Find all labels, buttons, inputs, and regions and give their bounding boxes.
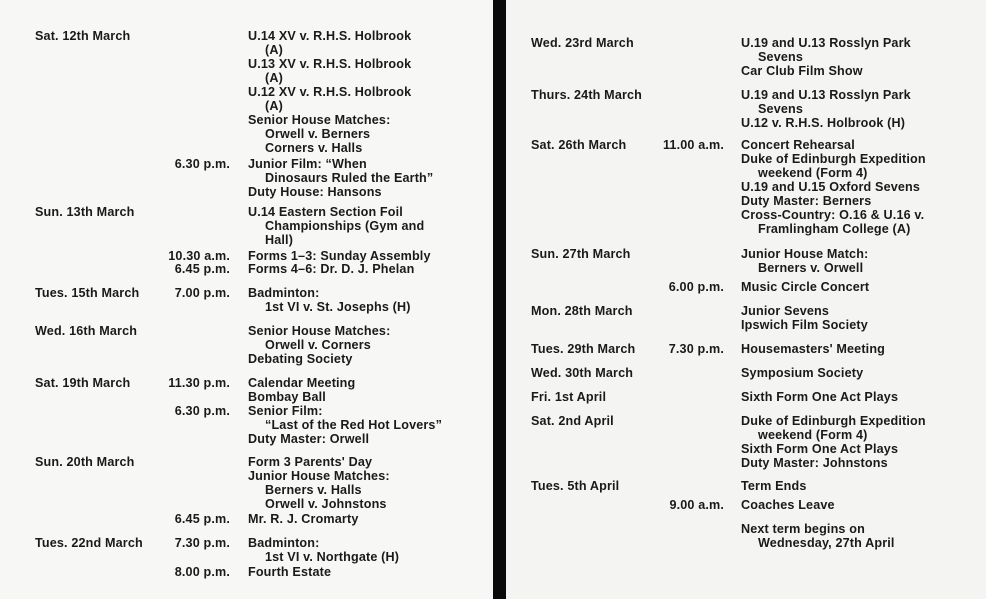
entry-events: [248, 29, 411, 155]
event-line: Junior Film: “When: [248, 157, 367, 171]
entry-events: [248, 536, 399, 564]
entry-date: Sat. 26th March: [531, 138, 627, 152]
entry-time: 10.30 a.m.: [168, 249, 230, 263]
event-line: Senior House Matches:: [248, 113, 391, 127]
right-page: [506, 0, 986, 599]
entry-events: [741, 414, 926, 470]
event-line: U.14 XV v. R.H.S. Holbrook: [248, 29, 412, 43]
event-line: Sevens: [758, 50, 804, 64]
event-line: Duty Master: Berners: [741, 194, 872, 208]
event-line: Corners v. Halls: [265, 141, 363, 155]
entry-events: [741, 479, 807, 493]
event-line: Duke of Edinburgh Expedition: [741, 414, 926, 428]
entry-events: [741, 36, 911, 78]
entry-events: [741, 304, 868, 332]
event-line: Bombay Ball: [248, 390, 326, 404]
entry-time: 8.00 p.m.: [174, 565, 230, 579]
event-line: Junior House Matches:: [248, 469, 390, 483]
event-line: Badminton:: [248, 286, 320, 300]
event-line: Hall): [265, 233, 294, 247]
entry-time: 9.00 a.m.: [669, 498, 724, 512]
entry-events: [248, 262, 414, 276]
event-line: Duty Master: Johnstons: [741, 456, 888, 470]
event-line: Orwell v. Berners: [265, 127, 371, 141]
entry-events: [248, 404, 442, 446]
entry-date: Thurs. 24th March: [531, 88, 643, 102]
page-gutter: [493, 0, 506, 599]
event-line: Forms 1–3: Sunday Assembly: [248, 249, 431, 263]
event-line: U.12 XV v. R.H.S. Holbrook: [248, 85, 412, 99]
event-line: (A): [265, 99, 283, 113]
entry-events: [248, 205, 424, 247]
event-line: Sixth Form One Act Plays: [741, 390, 899, 404]
event-line: (A): [265, 43, 283, 57]
event-line: (A): [265, 71, 283, 85]
entry-time: 7.00 p.m.: [174, 286, 230, 300]
event-line: U.19 and U.15 Oxford Sevens: [741, 180, 921, 194]
event-line: Sevens: [758, 102, 804, 116]
event-line: Fourth Estate: [248, 565, 332, 579]
event-line: Duke of Edinburgh Expedition: [741, 152, 926, 166]
entry-date: Tues. 15th March: [35, 286, 140, 300]
event-line: Debating Society: [248, 352, 353, 366]
entry-events: [248, 324, 390, 366]
entry-events: [741, 88, 911, 130]
event-line: U.19 and U.13 Rosslyn Park: [741, 88, 911, 102]
entry-events: [248, 157, 433, 199]
event-line: Term Ends: [741, 479, 807, 493]
event-line: Music Circle Concert: [741, 280, 870, 294]
entry-events: [741, 342, 885, 356]
entry-date: Wed. 23rd March: [531, 36, 634, 50]
event-line: Mr. R. J. Cromarty: [248, 512, 359, 526]
entry-time: 6.45 p.m.: [174, 512, 230, 526]
event-line: “Last of the Red Hot Lovers”: [265, 418, 443, 432]
event-line: Sixth Form One Act Plays: [741, 442, 899, 456]
event-line: Coaches Leave: [741, 498, 835, 512]
entry-time: 6.30 p.m.: [174, 157, 230, 171]
event-line: Junior House Match:: [741, 247, 869, 261]
event-line: weekend (Form 4): [758, 428, 868, 442]
event-line: Duty Master: Orwell: [248, 432, 370, 446]
event-line: Housemasters' Meeting: [741, 342, 886, 356]
entry-events: [741, 138, 926, 236]
event-line: U.19 and U.13 Rosslyn Park: [741, 36, 911, 50]
event-line: Orwell v. Johnstons: [265, 497, 387, 511]
entry-date: Sun. 27th March: [531, 247, 631, 261]
entry-events: [741, 390, 898, 404]
event-line: Forms 4–6: Dr. D. J. Phelan: [248, 262, 415, 276]
entry-events: [248, 249, 431, 263]
event-line: Concert Rehearsal: [741, 138, 855, 152]
event-line: Form 3 Parents' Day: [248, 455, 373, 469]
entry-date: Sat. 19th March: [35, 376, 131, 390]
entry-events: [741, 498, 835, 512]
event-line: U.13 XV v. R.H.S. Holbrook: [248, 57, 412, 71]
event-line: 1st VI v. St. Josephs (H): [265, 300, 411, 314]
entry-time: 11.30 p.m.: [168, 376, 230, 390]
event-line: weekend (Form 4): [758, 166, 868, 180]
entry-events: [248, 455, 390, 511]
event-line: Senior House Matches:: [248, 324, 391, 338]
entry-events: [741, 366, 863, 380]
event-line: Championships (Gym and: [265, 219, 425, 233]
event-line: Wednesday, 27th April: [758, 536, 895, 550]
event-line: Dinosaurs Ruled the Earth”: [265, 171, 434, 185]
event-line: Symposium Society: [741, 366, 864, 380]
event-line: Car Club Film Show: [741, 64, 863, 78]
event-line: Berners v. Orwell: [758, 261, 864, 275]
entry-time: 6.00 p.m.: [668, 280, 724, 294]
entry-date: Sun. 13th March: [35, 205, 135, 219]
entry-time: 6.30 p.m.: [174, 404, 230, 418]
entry-date: Wed. 30th March: [531, 366, 634, 380]
event-line: Next term begins on: [741, 522, 865, 536]
entry-date: Mon. 28th March: [531, 304, 633, 318]
event-line: U.14 Eastern Section Foil: [248, 205, 403, 219]
entry-time: 7.30 p.m.: [174, 536, 230, 550]
entry-date: Wed. 16th March: [35, 324, 138, 338]
entry-events: [248, 376, 355, 404]
entry-events: [741, 522, 895, 550]
entry-date: Tues. 22nd March: [35, 536, 143, 550]
entry-time: 11.00 a.m.: [662, 138, 724, 152]
entry-events: [248, 286, 411, 314]
event-line: Orwell v. Corners: [265, 338, 371, 352]
entry-date: Tues. 29th March: [531, 342, 636, 356]
event-line: Ipswich Film Society: [741, 318, 868, 332]
entry-date: Sat. 12th March: [35, 29, 131, 43]
event-line: Badminton:: [248, 536, 320, 550]
event-line: U.12 v. R.H.S. Holbrook (H): [741, 116, 906, 130]
entry-date: Fri. 1st April: [531, 390, 607, 404]
entry-events: [248, 565, 331, 579]
event-line: Senior Film:: [248, 404, 323, 418]
event-line: Cross-Country: O.16 & U.16 v.: [741, 208, 925, 222]
entry-date: Sun. 20th March: [35, 455, 135, 469]
event-line: Framlingham College (A): [758, 222, 911, 236]
event-line: Berners v. Halls: [265, 483, 362, 497]
event-line: Duty House: Hansons: [248, 185, 382, 199]
entry-time: 6.45 p.m.: [174, 262, 230, 276]
entry-time: 7.30 p.m.: [668, 342, 724, 356]
entry-events: [741, 280, 869, 294]
event-line: 1st VI v. Northgate (H): [265, 550, 400, 564]
entry-events: [741, 247, 868, 275]
entry-events: [248, 512, 358, 526]
entry-date: Tues. 5th April: [531, 479, 620, 493]
event-line: Junior Sevens: [741, 304, 830, 318]
event-line: Calendar Meeting: [248, 376, 356, 390]
entry-date: Sat. 2nd April: [531, 414, 614, 428]
